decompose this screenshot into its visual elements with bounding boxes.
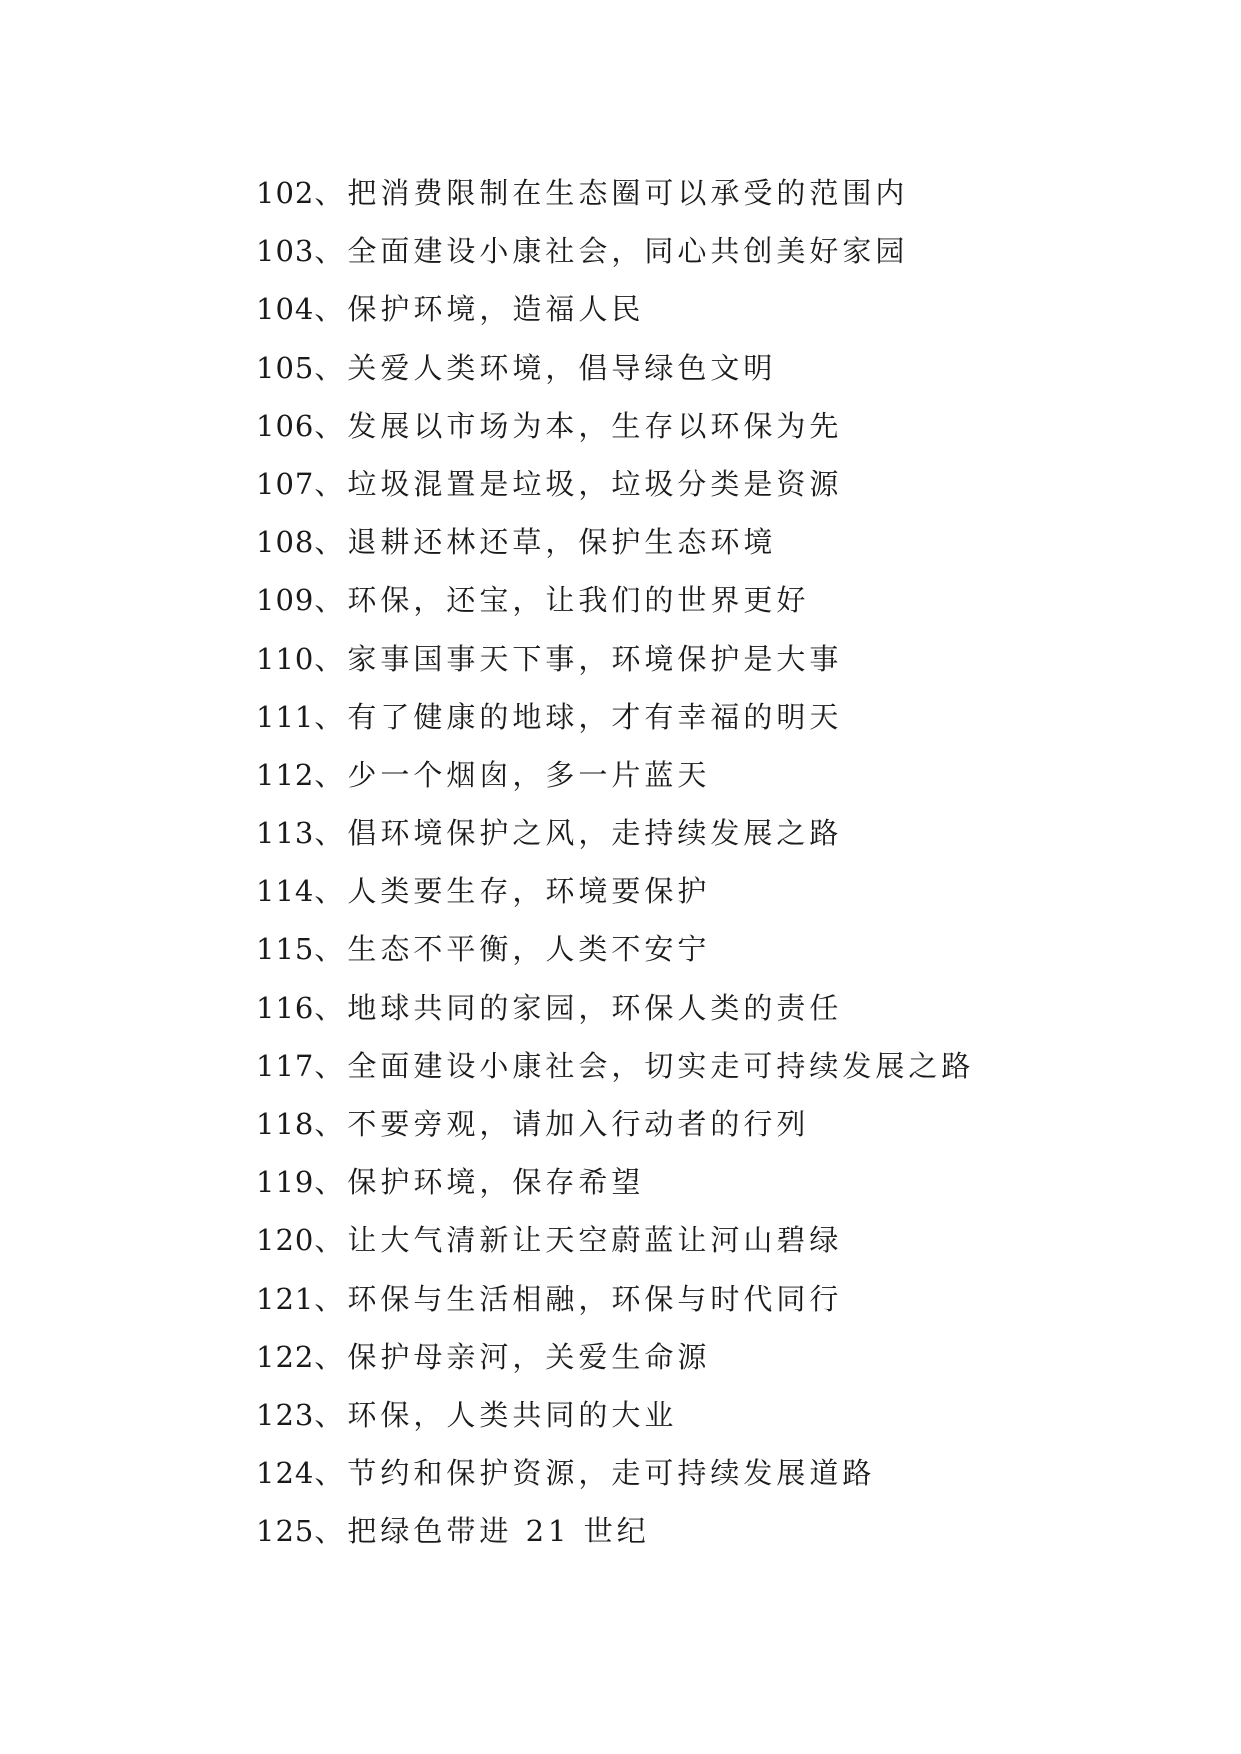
list-item <box>256 979 974 1037</box>
list-item <box>256 397 974 455</box>
item-number: 104 <box>256 292 315 327</box>
list-item <box>256 1095 974 1153</box>
item-text: 让大气清新让天空蔚蓝让河山碧绿 <box>347 1223 843 1258</box>
item-text: 地球共同的家园，环保人类的责任 <box>347 990 843 1025</box>
item-separator: 、 <box>314 1339 348 1374</box>
list-item <box>256 339 974 397</box>
list-item <box>256 630 974 688</box>
item-text: 保护环境，保存希望 <box>347 1165 645 1200</box>
item-number: 117 <box>256 1048 315 1083</box>
list-item <box>256 1386 974 1444</box>
item-text: 少一个烟囱，多一片蓝天 <box>347 757 711 792</box>
list-item <box>256 455 974 513</box>
list-item <box>256 804 974 862</box>
list-item <box>256 862 974 920</box>
item-text: 人类要生存，环境要保护 <box>347 874 711 909</box>
item-text: 全面建设小康社会，同心共创美好家园 <box>347 234 909 269</box>
item-number: 105 <box>256 350 315 385</box>
list-item <box>256 1270 974 1328</box>
item-separator: 、 <box>314 1048 348 1083</box>
item-separator: 、 <box>314 990 348 1025</box>
item-separator: 、 <box>314 1456 348 1491</box>
item-separator: 、 <box>314 1107 348 1141</box>
item-number: 102 <box>256 176 315 210</box>
item-number: 125 <box>256 1514 315 1549</box>
list-item <box>256 280 974 338</box>
item-number: 124 <box>256 1456 315 1491</box>
item-text: 垃圾混置是垃圾，垃圾分类是资源 <box>347 466 843 501</box>
item-separator: 、 <box>314 466 348 501</box>
list-item <box>256 1328 974 1386</box>
item-text: 把消费限制在生态圈可以承受的范围内 <box>347 176 909 210</box>
item-text: 家事国事天下事，环境保护是大事 <box>347 641 843 676</box>
item-number: 106 <box>256 408 315 443</box>
list-item <box>256 920 974 978</box>
item-text: 全面建设小康社会，切实走可持续发展之路 <box>347 1048 975 1083</box>
item-number: 113 <box>256 816 315 851</box>
item-number: 120 <box>256 1223 315 1258</box>
item-text: 退耕还林还草，保护生态环境 <box>347 525 777 560</box>
item-separator: 、 <box>314 816 348 851</box>
item-separator: 、 <box>314 583 348 618</box>
item-number: 118 <box>256 1107 315 1141</box>
list-item <box>256 571 974 629</box>
item-number: 103 <box>256 234 315 269</box>
item-number: 122 <box>256 1339 315 1374</box>
item-number: 108 <box>256 525 315 560</box>
item-text: 关爱人类环境，倡导绿色文明 <box>347 350 777 385</box>
item-separator: 、 <box>314 641 348 676</box>
item-number: 111 <box>256 699 315 734</box>
item-text: 发展以市场为本，生存以环保为先 <box>347 408 843 443</box>
list-item <box>256 1502 974 1560</box>
item-text: 保护环境，造福人民 <box>347 292 645 327</box>
list-item <box>256 1211 974 1269</box>
item-separator: 、 <box>314 176 348 210</box>
list-item <box>256 164 974 222</box>
item-text: 有了健康的地球，才有幸福的明天 <box>347 699 843 734</box>
item-text: 保护母亲河，关爱生命源 <box>347 1339 711 1374</box>
item-separator: 、 <box>314 234 348 269</box>
list-item <box>256 1444 974 1502</box>
item-text: 倡环境保护之风，走持续发展之路 <box>347 816 843 851</box>
list-item <box>256 746 974 804</box>
item-separator: 、 <box>314 874 348 909</box>
item-number: 112 <box>256 757 315 792</box>
slogan-list <box>256 164 974 1561</box>
list-item <box>256 513 974 571</box>
list-item <box>256 222 974 280</box>
item-separator: 、 <box>314 1397 348 1432</box>
item-text: 把绿色带进 21 世纪 <box>347 1514 650 1549</box>
item-separator: 、 <box>314 350 348 385</box>
item-number: 114 <box>256 874 315 909</box>
item-separator: 、 <box>314 1165 348 1200</box>
item-text: 节约和保护资源，走可持续发展道路 <box>347 1456 876 1491</box>
list-item <box>256 1037 974 1095</box>
item-number: 121 <box>256 1281 315 1316</box>
item-separator: 、 <box>314 1281 348 1316</box>
item-separator: 、 <box>314 699 348 734</box>
list-item <box>256 688 974 746</box>
item-text: 生态不平衡，人类不安宁 <box>347 932 711 967</box>
item-separator: 、 <box>314 757 348 792</box>
item-separator: 、 <box>314 292 348 327</box>
item-text: 环保，人类共同的大业 <box>347 1397 678 1432</box>
item-text: 环保与生活相融，环保与时代同行 <box>347 1281 843 1316</box>
item-text: 不要旁观，请加入行动者的行列 <box>347 1107 810 1141</box>
item-number: 110 <box>256 641 315 676</box>
item-number: 116 <box>256 990 315 1025</box>
item-separator: 、 <box>314 932 348 967</box>
item-number: 123 <box>256 1397 315 1432</box>
item-number: 107 <box>256 466 315 501</box>
item-text: 环保，还宝，让我们的世界更好 <box>347 583 810 618</box>
item-number: 119 <box>256 1165 315 1200</box>
item-separator: 、 <box>314 525 348 560</box>
item-number: 115 <box>256 932 315 967</box>
item-separator: 、 <box>314 1514 348 1549</box>
list-item <box>256 1153 974 1211</box>
item-separator: 、 <box>314 1223 348 1258</box>
item-separator: 、 <box>314 408 348 443</box>
item-number: 109 <box>256 583 315 618</box>
